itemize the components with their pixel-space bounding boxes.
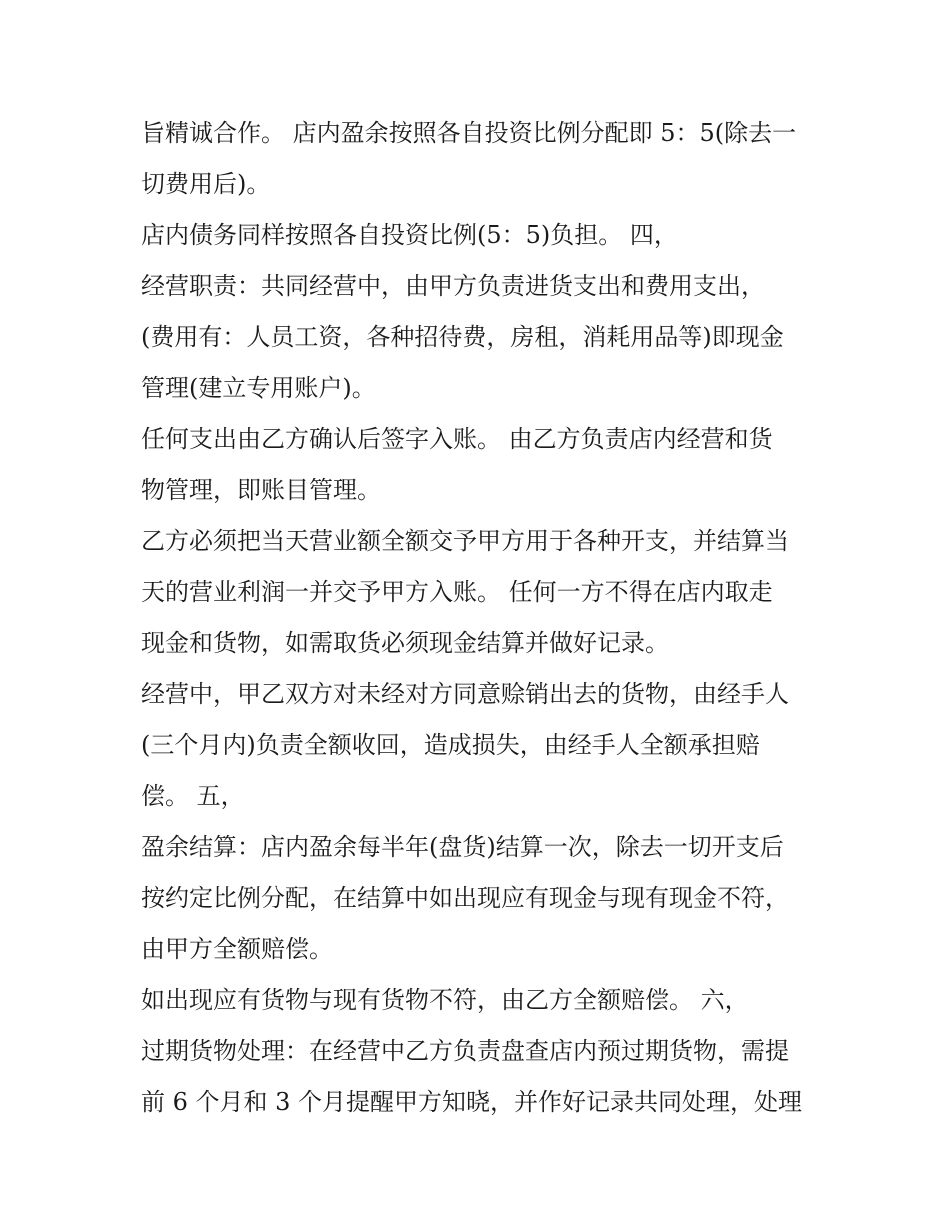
- text-line: 前 6 个月和 3 个月提醒甲方知晓，并作好记录共同处理，处理: [141, 1088, 803, 1116]
- text-line: 物管理，即账目管理。: [141, 476, 381, 504]
- text-line: 过期货物处理：在经营中乙方负责盘查店内预过期货物，需提: [141, 1037, 789, 1065]
- text-line: 切费用后)。: [141, 170, 271, 198]
- text-line: 任何支出由乙方确认后签字入账。 由乙方负责店内经营和货: [141, 425, 773, 453]
- text-line: (三个月内)负责全额收回，造成损失，由经手人全额承担赔: [141, 731, 760, 759]
- text-line: 经营职责：共同经营中，由甲方负责进货支出和费用支出，: [141, 272, 765, 300]
- text-line: 天的营业利润一并交予甲方入账。 任何一方不得在店内取走: [141, 578, 773, 606]
- text-line: 盈余结算：店内盈余每半年(盘货)结算一次，除去一切开支后: [141, 833, 784, 861]
- text-line: 经营中，甲乙双方对未经对方同意赊销出去的货物，由经手人: [141, 680, 789, 708]
- text-line: 乙方必须把当天营业额全额交予甲方用于各种开支，并结算当: [141, 527, 789, 555]
- document-body: [141, 108, 821, 1128]
- text-line: 现金和货物，如需取货必须现金结算并做好记录。: [141, 629, 669, 657]
- text-line: 由甲方全额赔偿。: [141, 935, 333, 963]
- text-line: 按约定比例分配，在结算中如出现应有现金与现有现金不符，: [141, 884, 789, 912]
- text-line: 偿。 五，: [141, 782, 245, 810]
- text-line: 店内债务同样按照各自投资比例(5：5)负担。 四，: [141, 221, 678, 249]
- text-line: 旨精诚合作。 店内盈余按照各自投资比例分配即 5：5(除去一: [141, 119, 797, 147]
- text-line: (费用有：人员工资，各种招待费，房租，消耗用品等)即现金: [141, 323, 784, 351]
- text-line: 管理(建立专用账户)。: [141, 374, 376, 402]
- text-line: 如出现应有货物与现有货物不符，由乙方全额赔偿。 六，: [141, 986, 749, 1014]
